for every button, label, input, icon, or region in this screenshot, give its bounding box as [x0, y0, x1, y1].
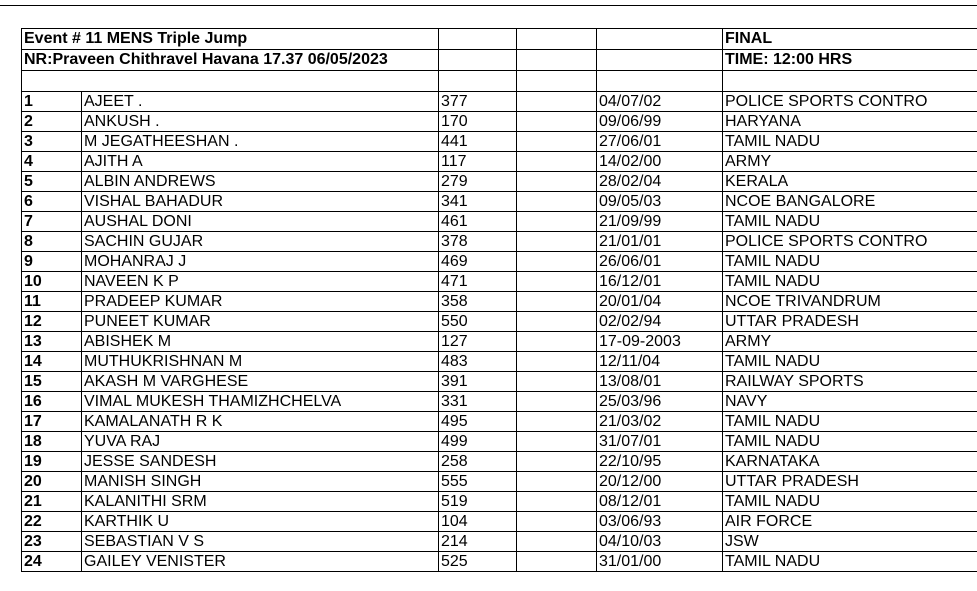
date-of-birth-cell: 21/01/01 [597, 232, 723, 252]
athlete-row [22, 132, 977, 152]
athlete-name-cell: ALBIN ANDREWS [82, 172, 439, 192]
position-cell: 8 [22, 232, 82, 252]
team-cell: TAMIL NADU [723, 432, 977, 452]
athlete-row [22, 472, 977, 492]
empty-cell [517, 172, 597, 192]
athlete-name-cell: M JEGATHEESHAN . [82, 132, 439, 152]
athlete-row [22, 92, 977, 112]
date-of-birth-cell: 04/10/03 [597, 532, 723, 552]
team-cell: HARYANA [723, 112, 977, 132]
bib-number-cell: 377 [439, 92, 517, 112]
bib-number-cell: 279 [439, 172, 517, 192]
empty-cell [517, 132, 597, 152]
bib-number-cell: 378 [439, 232, 517, 252]
bib-number-cell: 117 [439, 152, 517, 172]
athlete-row [22, 352, 977, 372]
position-cell: 22 [22, 512, 82, 532]
empty-cell [517, 232, 597, 252]
date-of-birth-cell: 22/10/95 [597, 452, 723, 472]
blank-cell [439, 71, 517, 92]
team-cell: TAMIL NADU [723, 552, 977, 572]
bib-number-cell: 555 [439, 472, 517, 492]
athlete-row [22, 192, 977, 212]
empty-cell [517, 372, 597, 392]
empty-cell [517, 352, 597, 372]
bib-number-cell: 358 [439, 292, 517, 312]
date-of-birth-cell: 09/06/99 [597, 112, 723, 132]
position-cell: 7 [22, 212, 82, 232]
athlete-name-cell: KAMALANATH R K [82, 412, 439, 432]
position-cell: 16 [22, 392, 82, 412]
date-of-birth-cell: 20/12/00 [597, 472, 723, 492]
header-empty-cell [597, 29, 723, 50]
athlete-row [22, 392, 977, 412]
position-cell: 3 [22, 132, 82, 152]
athlete-name-cell: AJITH A [82, 152, 439, 172]
position-cell: 24 [22, 552, 82, 572]
team-cell: POLICE SPORTS CONTRO [723, 92, 977, 112]
date-of-birth-cell: 31/07/01 [597, 432, 723, 452]
date-of-birth-cell: 25/03/96 [597, 392, 723, 412]
empty-cell [517, 332, 597, 352]
athlete-name-cell: PRADEEP KUMAR [82, 292, 439, 312]
athlete-name-cell: VISHAL BAHADUR [82, 192, 439, 212]
position-cell: 15 [22, 372, 82, 392]
team-cell: TAMIL NADU [723, 412, 977, 432]
date-of-birth-cell: 17-09-2003 [597, 332, 723, 352]
position-cell: 18 [22, 432, 82, 452]
team-cell: ARMY [723, 332, 977, 352]
position-cell: 11 [22, 292, 82, 312]
bib-number-cell: 214 [439, 532, 517, 552]
header-empty-cell [597, 50, 723, 71]
blank-row [22, 71, 977, 92]
bib-number-cell: 461 [439, 212, 517, 232]
team-cell: TAMIL NADU [723, 492, 977, 512]
athlete-name-cell: SACHIN GUJAR [82, 232, 439, 252]
position-cell: 17 [22, 412, 82, 432]
athlete-name-cell: ANKUSH . [82, 112, 439, 132]
empty-cell [517, 452, 597, 472]
header-empty-cell [517, 29, 597, 50]
athlete-row [22, 412, 977, 432]
empty-cell [517, 112, 597, 132]
team-cell: POLICE SPORTS CONTRO [723, 232, 977, 252]
empty-cell [517, 532, 597, 552]
athlete-name-cell: MANISH SINGH [82, 472, 439, 492]
date-of-birth-cell: 21/09/99 [597, 212, 723, 232]
position-cell: 14 [22, 352, 82, 372]
empty-cell [517, 432, 597, 452]
empty-cell [517, 472, 597, 492]
bib-number-cell: 471 [439, 272, 517, 292]
event-title: Event # 11 MENS Triple Jump [22, 29, 439, 50]
position-cell: 13 [22, 332, 82, 352]
team-cell: NAVY [723, 392, 977, 412]
athlete-row [22, 292, 977, 312]
team-cell: KERALA [723, 172, 977, 192]
national-record-line: NR:Praveen Chithravel Havana 17.37 06/05/2023 [22, 50, 439, 71]
empty-cell [517, 492, 597, 512]
empty-cell [517, 512, 597, 532]
blank-cell [22, 71, 439, 92]
athlete-name-cell: AKASH M VARGHESE [82, 372, 439, 392]
position-cell: 9 [22, 252, 82, 272]
date-of-birth-cell: 28/02/04 [597, 172, 723, 192]
bib-number-cell: 258 [439, 452, 517, 472]
bib-number-cell: 519 [439, 492, 517, 512]
team-cell: RAILWAY SPORTS [723, 372, 977, 392]
position-cell: 4 [22, 152, 82, 172]
position-cell: 10 [22, 272, 82, 292]
empty-cell [517, 272, 597, 292]
position-cell: 1 [22, 92, 82, 112]
empty-cell [517, 92, 597, 112]
empty-cell [517, 192, 597, 212]
athlete-name-cell: KALANITHI SRM [82, 492, 439, 512]
bib-number-cell: 127 [439, 332, 517, 352]
athlete-name-cell: YUVA RAJ [82, 432, 439, 452]
empty-cell [517, 552, 597, 572]
date-of-birth-cell: 16/12/01 [597, 272, 723, 292]
athlete-row [22, 492, 977, 512]
date-of-birth-cell: 12/11/04 [597, 352, 723, 372]
empty-cell [517, 212, 597, 232]
athlete-name-cell: MOHANRAJ J [82, 252, 439, 272]
date-of-birth-cell: 14/02/00 [597, 152, 723, 172]
athlete-row [22, 532, 977, 552]
team-cell: TAMIL NADU [723, 212, 977, 232]
empty-cell [517, 412, 597, 432]
bib-number-cell: 550 [439, 312, 517, 332]
team-cell: TAMIL NADU [723, 252, 977, 272]
bib-number-cell: 341 [439, 192, 517, 212]
athlete-name-cell: KARTHIK U [82, 512, 439, 532]
header-row-record [22, 50, 977, 71]
bib-number-cell: 495 [439, 412, 517, 432]
bib-number-cell: 331 [439, 392, 517, 412]
date-of-birth-cell: 26/06/01 [597, 252, 723, 272]
position-cell: 12 [22, 312, 82, 332]
athlete-row [22, 212, 977, 232]
athlete-row [22, 512, 977, 532]
athlete-row [22, 172, 977, 192]
empty-cell [517, 312, 597, 332]
position-cell: 2 [22, 112, 82, 132]
date-of-birth-cell: 31/01/00 [597, 552, 723, 572]
athlete-name-cell: PUNEET KUMAR [82, 312, 439, 332]
position-cell: 20 [22, 472, 82, 492]
date-of-birth-cell: 20/01/04 [597, 292, 723, 312]
start-list-table [21, 28, 977, 572]
time-label: TIME: 12:00 HRS [723, 50, 977, 71]
team-cell: TAMIL NADU [723, 352, 977, 372]
bib-number-cell: 469 [439, 252, 517, 272]
start-list-body [22, 29, 977, 572]
athlete-name-cell: AJEET . [82, 92, 439, 112]
bib-number-cell: 104 [439, 512, 517, 532]
athlete-row [22, 232, 977, 252]
team-cell: JSW [723, 532, 977, 552]
team-cell: UTTAR PRADESH [723, 472, 977, 492]
empty-cell [517, 152, 597, 172]
date-of-birth-cell: 13/08/01 [597, 372, 723, 392]
team-cell: ARMY [723, 152, 977, 172]
bib-number-cell: 525 [439, 552, 517, 572]
athlete-name-cell: ABISHEK M [82, 332, 439, 352]
bib-number-cell: 441 [439, 132, 517, 152]
athlete-name-cell: MUTHUKRISHNAN M [82, 352, 439, 372]
athlete-row [22, 152, 977, 172]
athlete-name-cell: SEBASTIAN V S [82, 532, 439, 552]
date-of-birth-cell: 08/12/01 [597, 492, 723, 512]
team-cell: KARNATAKA [723, 452, 977, 472]
empty-cell [517, 252, 597, 272]
round-label: FINAL [723, 29, 977, 50]
athlete-row [22, 452, 977, 472]
bib-number-cell: 170 [439, 112, 517, 132]
team-cell: TAMIL NADU [723, 272, 977, 292]
position-cell: 23 [22, 532, 82, 552]
header-empty-cell [439, 50, 517, 71]
team-cell: UTTAR PRADESH [723, 312, 977, 332]
bib-number-cell: 499 [439, 432, 517, 452]
header-empty-cell [517, 50, 597, 71]
date-of-birth-cell: 03/06/93 [597, 512, 723, 532]
position-cell: 5 [22, 172, 82, 192]
date-of-birth-cell: 27/06/01 [597, 132, 723, 152]
athlete-name-cell: AUSHAL DONI [82, 212, 439, 232]
athlete-row [22, 552, 977, 572]
athlete-row [22, 312, 977, 332]
date-of-birth-cell: 04/07/02 [597, 92, 723, 112]
athlete-name-cell: GAILEY VENISTER [82, 552, 439, 572]
team-cell: TAMIL NADU [723, 132, 977, 152]
date-of-birth-cell: 09/05/03 [597, 192, 723, 212]
blank-cell [517, 71, 597, 92]
bib-number-cell: 391 [439, 372, 517, 392]
team-cell: NCOE TRIVANDRUM [723, 292, 977, 312]
empty-cell [517, 392, 597, 412]
athlete-name-cell: VIMAL MUKESH THAMIZHCHELVA [82, 392, 439, 412]
athlete-row [22, 332, 977, 352]
page-top-rule [0, 5, 977, 6]
position-cell: 21 [22, 492, 82, 512]
athlete-row [22, 112, 977, 132]
athlete-row [22, 252, 977, 272]
date-of-birth-cell: 02/02/94 [597, 312, 723, 332]
team-cell: NCOE BANGALORE [723, 192, 977, 212]
athlete-row [22, 432, 977, 452]
athlete-name-cell: JESSE SANDESH [82, 452, 439, 472]
header-empty-cell [439, 29, 517, 50]
position-cell: 19 [22, 452, 82, 472]
empty-cell [517, 292, 597, 312]
blank-cell [723, 71, 977, 92]
date-of-birth-cell: 21/03/02 [597, 412, 723, 432]
bib-number-cell: 483 [439, 352, 517, 372]
athlete-row [22, 372, 977, 392]
blank-cell [597, 71, 723, 92]
athlete-name-cell: NAVEEN K P [82, 272, 439, 292]
athlete-row [22, 272, 977, 292]
position-cell: 6 [22, 192, 82, 212]
team-cell: AIR FORCE [723, 512, 977, 532]
header-row-event [22, 29, 977, 50]
